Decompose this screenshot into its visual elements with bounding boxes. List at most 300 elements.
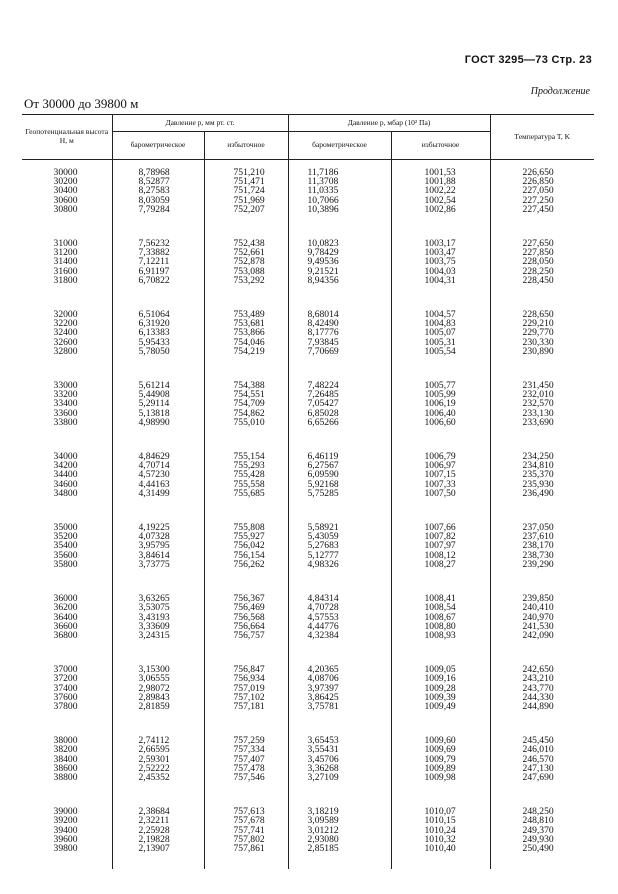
cell-mbar-barometric: 6,65266 bbox=[288, 418, 391, 427]
cell-height: 31800 bbox=[53, 274, 78, 286]
cell-mmhg-barometric: 2,98072 bbox=[112, 684, 204, 693]
cell-mbar-excess: 1009,60 bbox=[391, 736, 490, 745]
table-row bbox=[22, 205, 594, 214]
spacer-cell bbox=[288, 214, 391, 239]
cell-mbar-barometric: 6,85028 bbox=[288, 409, 391, 418]
cell-mbar-excess: 1008,12 bbox=[391, 551, 490, 560]
cell-mmhg-barometric: 4,70714 bbox=[112, 461, 204, 470]
cell-mbar-excess: 1010,40 bbox=[391, 844, 490, 853]
cell-mmhg-excess: 756,367 bbox=[204, 594, 288, 603]
cell-mbar-barometric: 8,94356 bbox=[288, 276, 391, 285]
spacer-cell bbox=[22, 356, 112, 381]
cell-mmhg-excess: 755,428 bbox=[204, 470, 288, 479]
header-pressure-mbar: Давление p, мбар (10² Па) bbox=[288, 115, 490, 132]
cell-mbar-barometric: 4,20365 bbox=[288, 665, 391, 674]
cell-mbar-barometric: 7,26485 bbox=[288, 390, 391, 399]
cell-temperature: 241,530 bbox=[490, 622, 594, 631]
spacer-cell bbox=[391, 285, 490, 310]
cell-mmhg-barometric: 7,56232 bbox=[112, 239, 204, 248]
cell-mmhg-barometric: 4,98990 bbox=[112, 418, 204, 427]
spacer-cell bbox=[288, 356, 391, 381]
cell-temperature: 228,050 bbox=[490, 257, 594, 266]
spacer-cell bbox=[288, 427, 391, 452]
spacer-cell bbox=[204, 427, 288, 452]
cell-mbar-excess: 1007,97 bbox=[391, 541, 490, 550]
cell-temperature: 245,450 bbox=[490, 736, 594, 745]
cell-mmhg-excess: 757,019 bbox=[204, 684, 288, 693]
cell-temperature: 233,690 bbox=[490, 418, 594, 427]
cell-temperature: 234,810 bbox=[490, 461, 594, 470]
cell-mmhg-barometric: 3,95795 bbox=[112, 541, 204, 550]
spacer-cell bbox=[288, 569, 391, 594]
continuation-label: Продолжение bbox=[530, 86, 590, 97]
cell-height: 37400 bbox=[53, 682, 78, 694]
cell-mmhg-barometric: 7,33882 bbox=[112, 248, 204, 257]
range-title: От 30000 до 39800 м bbox=[24, 96, 139, 111]
spacer-cell bbox=[490, 285, 594, 310]
group-spacer bbox=[22, 214, 594, 239]
cell-mbar-barometric: 5,12777 bbox=[288, 551, 391, 560]
spacer-cell bbox=[22, 640, 112, 665]
cell-mmhg-excess: 757,181 bbox=[204, 702, 288, 711]
table-body bbox=[22, 160, 594, 870]
cell-mmhg-barometric: 2,13907 bbox=[112, 844, 204, 853]
table-row bbox=[22, 702, 594, 711]
table-row bbox=[22, 560, 594, 569]
spacer-cell bbox=[288, 160, 391, 169]
cell-height: 39400 bbox=[53, 824, 78, 836]
cell-mmhg-excess: 755,558 bbox=[204, 480, 288, 489]
group-spacer bbox=[22, 782, 594, 807]
cell-height: 34600 bbox=[53, 478, 78, 490]
cell-temperature: 228,450 bbox=[490, 276, 594, 285]
header-pressure-mmhg: Давление p, мм рт. ст. bbox=[112, 115, 288, 132]
cell-mbar-excess: 1006,79 bbox=[391, 452, 490, 461]
cell-temperature: 228,650 bbox=[490, 310, 594, 319]
cell-mbar-barometric: 3,18219 bbox=[288, 807, 391, 816]
spacer-cell bbox=[204, 498, 288, 523]
atmosphere-table bbox=[22, 114, 594, 869]
cell-mbar-excess: 1005,54 bbox=[391, 347, 490, 356]
cell-mbar-excess: 1001,88 bbox=[391, 177, 490, 186]
cell-mbar-excess: 1006,19 bbox=[391, 399, 490, 408]
page-header: ГОСТ 3295—73 Стр. 23 bbox=[464, 54, 592, 66]
cell-mbar-excess: 1008,41 bbox=[391, 594, 490, 603]
cell-temperature: 248,250 bbox=[490, 807, 594, 816]
cell-mmhg-barometric: 2,52222 bbox=[112, 764, 204, 773]
cell-mmhg-excess: 757,478 bbox=[204, 764, 288, 773]
cell-mmhg-excess: 753,088 bbox=[204, 267, 288, 276]
cell-mmhg-excess: 756,934 bbox=[204, 674, 288, 683]
cell-mmhg-barometric: 2,74112 bbox=[112, 736, 204, 745]
cell-mbar-excess: 1004,03 bbox=[391, 267, 490, 276]
cell-temperature: 249,930 bbox=[490, 835, 594, 844]
cell-mmhg-excess: 757,259 bbox=[204, 736, 288, 745]
cell-mbar-barometric: 3,27109 bbox=[288, 773, 391, 782]
cell-mbar-excess: 1008,80 bbox=[391, 622, 490, 631]
cell-temperature: 249,370 bbox=[490, 826, 594, 835]
cell-temperature: 229,770 bbox=[490, 328, 594, 337]
cell-temperature: 227,850 bbox=[490, 248, 594, 257]
spacer-cell bbox=[112, 498, 204, 523]
cell-mmhg-barometric: 2,32211 bbox=[112, 816, 204, 825]
spacer-cell bbox=[112, 853, 204, 869]
cell-temperature: 229,210 bbox=[490, 319, 594, 328]
cell-mbar-excess: 1001,53 bbox=[391, 168, 490, 177]
spacer-cell bbox=[391, 214, 490, 239]
cell-mbar-excess: 1010,24 bbox=[391, 826, 490, 835]
cell-temperature: 243,770 bbox=[490, 684, 594, 693]
cell-height: 37600 bbox=[53, 691, 78, 703]
cell-mbar-excess: 1002,86 bbox=[391, 205, 490, 214]
cell-mbar-excess: 1009,05 bbox=[391, 665, 490, 674]
cell-mmhg-excess: 756,154 bbox=[204, 551, 288, 560]
cell-mmhg-excess: 757,861 bbox=[204, 844, 288, 853]
cell-mmhg-barometric: 4,57230 bbox=[112, 470, 204, 479]
cell-height: 38600 bbox=[53, 762, 78, 774]
spacer-cell bbox=[204, 711, 288, 736]
cell-mmhg-excess: 756,568 bbox=[204, 613, 288, 622]
cell-height: 32000 bbox=[53, 309, 78, 321]
cell-mmhg-barometric: 6,70822 bbox=[112, 276, 204, 285]
spacer-cell bbox=[22, 782, 112, 807]
cell-height: 37000 bbox=[53, 664, 78, 676]
spacer-cell bbox=[112, 569, 204, 594]
cell-mmhg-barometric: 3,33609 bbox=[112, 622, 204, 631]
cell-height: 34800 bbox=[53, 487, 78, 499]
cell-mmhg-excess: 755,154 bbox=[204, 452, 288, 461]
cell-mbar-barometric: 11,3708 bbox=[288, 177, 391, 186]
cell-mmhg-barometric: 2,59301 bbox=[112, 755, 204, 764]
cell-mbar-barometric: 4,44776 bbox=[288, 622, 391, 631]
spacer-cell bbox=[288, 285, 391, 310]
cell-mmhg-barometric: 5,95433 bbox=[112, 338, 204, 347]
group-spacer bbox=[22, 569, 594, 594]
cell-mbar-barometric: 3,45706 bbox=[288, 755, 391, 764]
cell-mbar-barometric: 3,09589 bbox=[288, 816, 391, 825]
spacer-cell bbox=[112, 782, 204, 807]
cell-mmhg-barometric: 3,73775 bbox=[112, 560, 204, 569]
cell-mmhg-excess: 752,438 bbox=[204, 239, 288, 248]
cell-temperature: 250,490 bbox=[490, 844, 594, 853]
cell-height: 33400 bbox=[53, 398, 78, 410]
table-row bbox=[22, 844, 594, 853]
cell-mmhg-excess: 757,407 bbox=[204, 755, 288, 764]
cell-height: 31400 bbox=[53, 256, 78, 268]
spacer-cell bbox=[112, 285, 204, 310]
cell-mmhg-barometric: 8,52877 bbox=[112, 177, 204, 186]
cell-mmhg-barometric: 3,84614 bbox=[112, 551, 204, 560]
cell-mbar-barometric: 11,0335 bbox=[288, 186, 391, 195]
cell-mmhg-excess: 757,546 bbox=[204, 773, 288, 782]
cell-mmhg-excess: 754,046 bbox=[204, 338, 288, 347]
cell-mbar-barometric: 5,27683 bbox=[288, 541, 391, 550]
cell-mmhg-barometric: 3,06555 bbox=[112, 674, 204, 683]
cell-mmhg-barometric: 2,81859 bbox=[112, 702, 204, 711]
spacer-cell bbox=[391, 427, 490, 452]
cell-mbar-barometric: 8,68014 bbox=[288, 310, 391, 319]
spacer-cell bbox=[22, 853, 112, 869]
cell-mbar-barometric: 3,75781 bbox=[288, 702, 391, 711]
cell-mbar-barometric: 4,84314 bbox=[288, 594, 391, 603]
cell-mbar-barometric: 4,32384 bbox=[288, 631, 391, 640]
cell-mbar-excess: 1009,49 bbox=[391, 702, 490, 711]
cell-mmhg-excess: 752,661 bbox=[204, 248, 288, 257]
cell-mbar-excess: 1005,77 bbox=[391, 381, 490, 390]
header-mmhg-excess: избыточное bbox=[204, 132, 288, 160]
cell-mmhg-excess: 757,102 bbox=[204, 693, 288, 702]
cell-mmhg-excess: 754,551 bbox=[204, 390, 288, 399]
cell-mbar-excess: 1010,15 bbox=[391, 816, 490, 825]
spacer-cell bbox=[204, 214, 288, 239]
spacer-cell bbox=[490, 569, 594, 594]
cell-mbar-excess: 1004,83 bbox=[391, 319, 490, 328]
spacer-cell bbox=[391, 711, 490, 736]
cell-temperature: 236,490 bbox=[490, 489, 594, 498]
cell-mbar-barometric: 5,58921 bbox=[288, 523, 391, 532]
cell-mbar-excess: 1005,31 bbox=[391, 338, 490, 347]
cell-mmhg-barometric: 4,19225 bbox=[112, 523, 204, 532]
spacer-cell bbox=[22, 214, 112, 239]
cell-height: 35400 bbox=[53, 540, 78, 552]
cell-height: 33600 bbox=[53, 407, 78, 419]
cell-mmhg-barometric: 3,24315 bbox=[112, 631, 204, 640]
cell-height: 30200 bbox=[53, 176, 78, 188]
cell-mbar-barometric: 9,78429 bbox=[288, 248, 391, 257]
cell-mmhg-barometric: 5,13818 bbox=[112, 409, 204, 418]
spacer-cell bbox=[490, 782, 594, 807]
cell-temperature: 226,850 bbox=[490, 177, 594, 186]
group-spacer bbox=[22, 711, 594, 736]
cell-mmhg-barometric: 6,31920 bbox=[112, 319, 204, 328]
cell-height: 36000 bbox=[53, 593, 78, 605]
cell-height: 39200 bbox=[53, 815, 78, 827]
cell-mbar-excess: 1009,69 bbox=[391, 745, 490, 754]
cell-mmhg-excess: 757,802 bbox=[204, 835, 288, 844]
cell-height: 36200 bbox=[53, 602, 78, 614]
cell-mmhg-excess: 751,724 bbox=[204, 186, 288, 195]
cell-mmhg-barometric: 3,63265 bbox=[112, 594, 204, 603]
group-spacer bbox=[22, 498, 594, 523]
spacer-cell bbox=[22, 427, 112, 452]
cell-mbar-barometric: 4,08706 bbox=[288, 674, 391, 683]
cell-height: 35000 bbox=[53, 522, 78, 534]
cell-mmhg-barometric: 2,38684 bbox=[112, 807, 204, 816]
cell-height: 38000 bbox=[53, 735, 78, 747]
cell-mmhg-excess: 751,210 bbox=[204, 168, 288, 177]
cell-mmhg-excess: 757,613 bbox=[204, 807, 288, 816]
cell-mmhg-barometric: 4,84629 bbox=[112, 452, 204, 461]
cell-mbar-barometric: 4,98326 bbox=[288, 560, 391, 569]
spacer-cell bbox=[288, 498, 391, 523]
cell-mmhg-excess: 753,681 bbox=[204, 319, 288, 328]
cell-height: 36600 bbox=[53, 620, 78, 632]
header-mmhg-barometric: барометрическое bbox=[112, 132, 204, 160]
cell-temperature: 228,250 bbox=[490, 267, 594, 276]
cell-mmhg-excess: 757,334 bbox=[204, 745, 288, 754]
cell-mbar-barometric: 11,7186 bbox=[288, 168, 391, 177]
cell-height: 32200 bbox=[53, 318, 78, 330]
cell-mmhg-excess: 755,927 bbox=[204, 532, 288, 541]
cell-height: 32600 bbox=[53, 336, 78, 348]
cell-height: 31200 bbox=[53, 247, 78, 259]
cell-temperature: 233,130 bbox=[490, 409, 594, 418]
cell-mmhg-excess: 757,678 bbox=[204, 816, 288, 825]
cell-height: 35800 bbox=[53, 558, 78, 570]
spacer-cell bbox=[204, 356, 288, 381]
cell-height: 33000 bbox=[53, 380, 78, 392]
spacer-cell bbox=[391, 782, 490, 807]
cell-height: 38400 bbox=[53, 753, 78, 765]
cell-height: 39000 bbox=[53, 806, 78, 818]
cell-mbar-barometric: 10,7066 bbox=[288, 196, 391, 205]
cell-mbar-excess: 1010,07 bbox=[391, 807, 490, 816]
cell-height: 33800 bbox=[53, 416, 78, 428]
cell-mmhg-barometric: 5,61214 bbox=[112, 381, 204, 390]
cell-temperature: 248,810 bbox=[490, 816, 594, 825]
spacer-cell bbox=[490, 640, 594, 665]
cell-mbar-excess: 1008,93 bbox=[391, 631, 490, 640]
table-row bbox=[22, 418, 594, 427]
cell-mmhg-barometric: 8,78968 bbox=[112, 168, 204, 177]
cell-temperature: 227,650 bbox=[490, 239, 594, 248]
spacer-cell bbox=[288, 782, 391, 807]
spacer-cell bbox=[288, 640, 391, 665]
cell-temperature: 242,650 bbox=[490, 665, 594, 674]
cell-mmhg-barometric: 3,15300 bbox=[112, 665, 204, 674]
group-spacer bbox=[22, 285, 594, 310]
cell-mbar-barometric: 5,43059 bbox=[288, 532, 391, 541]
cell-temperature: 238,170 bbox=[490, 541, 594, 550]
spacer-cell bbox=[288, 711, 391, 736]
cell-mbar-barometric: 6,46119 bbox=[288, 452, 391, 461]
cell-mbar-excess: 1005,99 bbox=[391, 390, 490, 399]
spacer-cell bbox=[204, 285, 288, 310]
cell-mbar-barometric: 10,3896 bbox=[288, 205, 391, 214]
cell-mmhg-excess: 755,293 bbox=[204, 461, 288, 470]
cell-height: 36800 bbox=[53, 629, 78, 641]
cell-mmhg-excess: 752,878 bbox=[204, 257, 288, 266]
cell-mbar-barometric: 3,65453 bbox=[288, 736, 391, 745]
cell-height: 32400 bbox=[53, 327, 78, 339]
cell-mmhg-excess: 756,757 bbox=[204, 631, 288, 640]
spacer-cell bbox=[112, 214, 204, 239]
table-row bbox=[22, 631, 594, 640]
cell-mmhg-barometric: 2,45352 bbox=[112, 773, 204, 782]
cell-temperature: 242,090 bbox=[490, 631, 594, 640]
spacer-cell bbox=[490, 711, 594, 736]
spacer-cell bbox=[391, 356, 490, 381]
cell-mbar-excess: 1002,54 bbox=[391, 196, 490, 205]
spacer-cell bbox=[490, 214, 594, 239]
cell-temperature: 237,610 bbox=[490, 532, 594, 541]
cell-mmhg-excess: 757,741 bbox=[204, 826, 288, 835]
cell-mbar-excess: 1005,07 bbox=[391, 328, 490, 337]
cell-temperature: 232,010 bbox=[490, 390, 594, 399]
cell-mbar-excess: 1009,89 bbox=[391, 764, 490, 773]
cell-height: 34000 bbox=[53, 451, 78, 463]
cell-mbar-excess: 1009,28 bbox=[391, 684, 490, 693]
group-spacer bbox=[22, 853, 594, 869]
cell-mbar-excess: 1008,67 bbox=[391, 613, 490, 622]
spacer-cell bbox=[204, 569, 288, 594]
cell-mbar-excess: 1007,15 bbox=[391, 470, 490, 479]
cell-mmhg-excess: 754,709 bbox=[204, 399, 288, 408]
cell-mbar-excess: 1003,17 bbox=[391, 239, 490, 248]
cell-mbar-excess: 1008,27 bbox=[391, 560, 490, 569]
cell-mbar-excess: 1010,32 bbox=[391, 835, 490, 844]
cell-temperature: 230,330 bbox=[490, 338, 594, 347]
spacer-cell bbox=[112, 427, 204, 452]
cell-mmhg-barometric: 4,07328 bbox=[112, 532, 204, 541]
cell-mmhg-barometric: 5,78050 bbox=[112, 347, 204, 356]
table-row bbox=[22, 773, 594, 782]
cell-mbar-barometric: 7,93845 bbox=[288, 338, 391, 347]
cell-mbar-excess: 1006,60 bbox=[391, 418, 490, 427]
cell-mbar-barometric: 5,92168 bbox=[288, 480, 391, 489]
cell-mbar-excess: 1007,33 bbox=[391, 480, 490, 489]
group-spacer bbox=[22, 640, 594, 665]
cell-mbar-barometric: 3,36268 bbox=[288, 764, 391, 773]
spacer-cell bbox=[391, 853, 490, 869]
cell-mbar-barometric: 6,27567 bbox=[288, 461, 391, 470]
spacer-cell bbox=[22, 498, 112, 523]
spacer-cell bbox=[112, 640, 204, 665]
cell-height: 35600 bbox=[53, 549, 78, 561]
cell-mbar-barometric: 4,70728 bbox=[288, 603, 391, 612]
cell-temperature: 230,890 bbox=[490, 347, 594, 356]
spacer-cell bbox=[22, 711, 112, 736]
cell-mbar-barometric: 5,75285 bbox=[288, 489, 391, 498]
header-height: Геопотенциальная высота H, м bbox=[22, 115, 112, 160]
cell-temperature: 239,850 bbox=[490, 594, 594, 603]
cell-mmhg-excess: 756,262 bbox=[204, 560, 288, 569]
spacer-cell bbox=[22, 569, 112, 594]
cell-mbar-excess: 1002,22 bbox=[391, 186, 490, 195]
cell-height: 37200 bbox=[53, 673, 78, 685]
header-mbar-excess: избыточное bbox=[391, 132, 490, 160]
cell-mbar-barometric: 8,17776 bbox=[288, 328, 391, 337]
cell-temperature: 231,450 bbox=[490, 381, 594, 390]
cell-mmhg-barometric: 3,53075 bbox=[112, 603, 204, 612]
cell-height: 34200 bbox=[53, 460, 78, 472]
cell-mbar-excess: 1003,47 bbox=[391, 248, 490, 257]
cell-mbar-excess: 1009,39 bbox=[391, 693, 490, 702]
cell-mbar-excess: 1006,97 bbox=[391, 461, 490, 470]
cell-mmhg-barometric: 2,25928 bbox=[112, 826, 204, 835]
spacer-cell bbox=[490, 356, 594, 381]
cell-temperature: 240,970 bbox=[490, 613, 594, 622]
cell-mmhg-excess: 755,808 bbox=[204, 523, 288, 532]
cell-mmhg-excess: 755,685 bbox=[204, 489, 288, 498]
cell-height: 33200 bbox=[53, 389, 78, 401]
cell-mmhg-barometric: 4,31499 bbox=[112, 489, 204, 498]
cell-height: 31000 bbox=[53, 238, 78, 250]
cell-height: 37800 bbox=[53, 700, 78, 712]
cell-mbar-barometric: 8,42490 bbox=[288, 319, 391, 328]
spacer-cell bbox=[112, 356, 204, 381]
cell-mbar-barometric: 2,85185 bbox=[288, 844, 391, 853]
cell-height: 35200 bbox=[53, 531, 78, 543]
cell-mmhg-barometric: 2,66595 bbox=[112, 745, 204, 754]
cell-mmhg-excess: 756,042 bbox=[204, 541, 288, 550]
cell-temperature: 237,050 bbox=[490, 523, 594, 532]
cell-mmhg-barometric: 6,91197 bbox=[112, 267, 204, 276]
cell-temperature: 239,290 bbox=[490, 560, 594, 569]
spacer-cell bbox=[204, 782, 288, 807]
cell-mmhg-excess: 754,862 bbox=[204, 409, 288, 418]
cell-mmhg-excess: 755,010 bbox=[204, 418, 288, 427]
